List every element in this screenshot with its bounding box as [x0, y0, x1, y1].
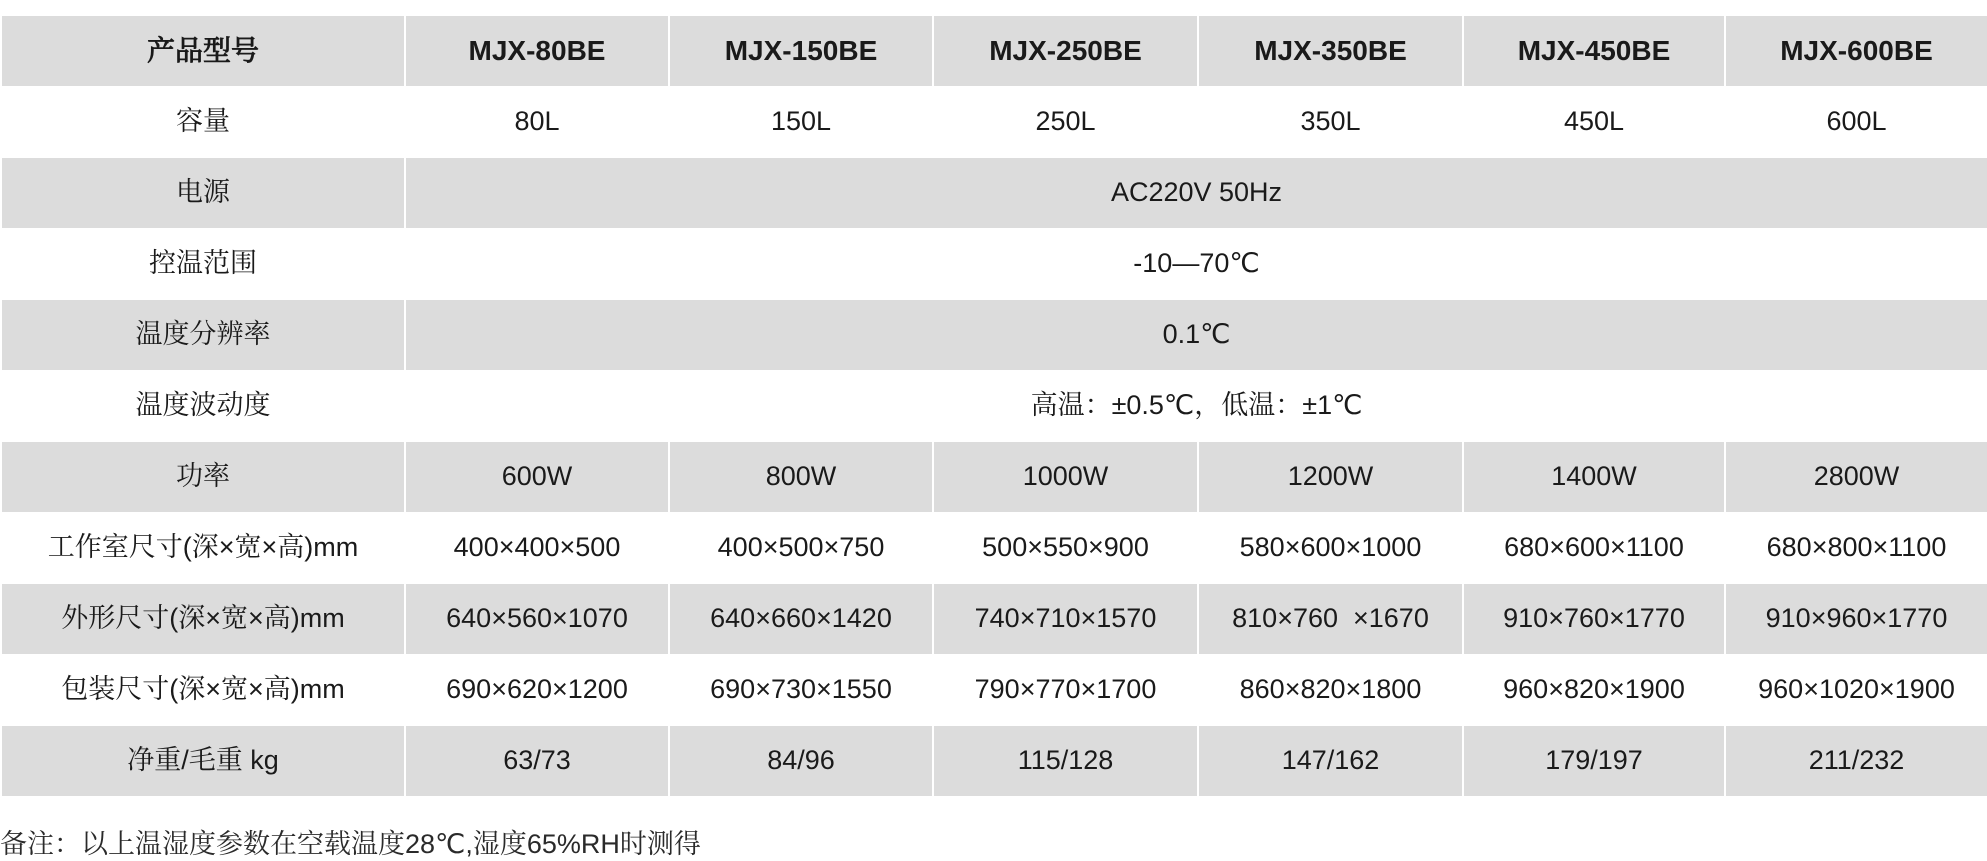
- power-supply-row: [1, 158, 1987, 229]
- table-cell: 1400W: [1463, 442, 1725, 513]
- table-cell: 690×620×1200: [405, 655, 669, 726]
- row-label: 包装尺寸(深×宽×高)mm: [1, 655, 405, 726]
- row-label: 功率: [1, 442, 405, 513]
- table-cell: 179/197: [1463, 726, 1725, 797]
- row-label: 工作室尺寸(深×宽×高)mm: [1, 513, 405, 584]
- model-name: MJX-450BE: [1463, 16, 1725, 87]
- table-cell: 1200W: [1198, 442, 1463, 513]
- table-cell: 800W: [669, 442, 933, 513]
- row-label: 净重/毛重 kg: [1, 726, 405, 797]
- merged-cell: AC220V 50Hz: [405, 158, 1987, 229]
- table-cell: 150L: [669, 87, 933, 158]
- table-cell: 211/232: [1725, 726, 1987, 797]
- table-cell: 250L: [933, 87, 1198, 158]
- weight-row: [1, 726, 1987, 797]
- table-cell: 450L: [1463, 87, 1725, 158]
- table-cell: 2800W: [1725, 442, 1987, 513]
- merged-cell: 0.1℃: [405, 300, 1987, 371]
- temp-fluctuation-row: [1, 371, 1987, 442]
- table-cell: 63/73: [405, 726, 669, 797]
- table-cell: 680×600×1100: [1463, 513, 1725, 584]
- outer-size-row: [1, 584, 1987, 655]
- table-cell: 860×820×1800: [1198, 655, 1463, 726]
- merged-cell: 高温：±0.5℃，低温：±1℃: [405, 371, 1987, 442]
- table-cell: 84/96: [669, 726, 933, 797]
- row-label: 温度分辨率: [1, 300, 405, 371]
- table-cell: 147/162: [1198, 726, 1463, 797]
- power-row: [1, 442, 1987, 513]
- row-label: 外形尺寸(深×宽×高)mm: [1, 584, 405, 655]
- merged-cell: -10—70℃: [405, 229, 1987, 300]
- package-size-row: [1, 655, 1987, 726]
- table-cell: 115/128: [933, 726, 1198, 797]
- table-cell: 350L: [1198, 87, 1463, 158]
- row-label: 温度波动度: [1, 371, 405, 442]
- model-name: MJX-350BE: [1198, 16, 1463, 87]
- table-cell: 400×500×750: [669, 513, 933, 584]
- table-cell: 910×760×1770: [1463, 584, 1725, 655]
- capacity-row: [1, 87, 1987, 158]
- table-cell: 580×600×1000: [1198, 513, 1463, 584]
- table-cell: 810×760 ×1670: [1198, 584, 1463, 655]
- row-label: 容量: [1, 87, 405, 158]
- table-cell: 80L: [405, 87, 669, 158]
- table-cell: 910×960×1770: [1725, 584, 1987, 655]
- row-label: 控温范围: [1, 229, 405, 300]
- model-name: MJX-250BE: [933, 16, 1198, 87]
- table-cell: 600W: [405, 442, 669, 513]
- footnote: 备注：以上温湿度参数在空载温度28℃,湿度65%RH时测得: [0, 829, 701, 859]
- table-cell: 400×400×500: [405, 513, 669, 584]
- table-cell: 960×820×1900: [1463, 655, 1725, 726]
- table-cell: 640×560×1070: [405, 584, 669, 655]
- header-row: [1, 16, 1987, 87]
- spec-table: [0, 15, 1987, 797]
- table-cell: 690×730×1550: [669, 655, 933, 726]
- temp-range-row: [1, 229, 1987, 300]
- table-cell: 740×710×1570: [933, 584, 1198, 655]
- model-name: MJX-80BE: [405, 16, 669, 87]
- table-cell: 640×660×1420: [669, 584, 933, 655]
- chamber-size-row: [1, 513, 1987, 584]
- model-name: MJX-600BE: [1725, 16, 1987, 87]
- temp-resolution-row: [1, 300, 1987, 371]
- table-cell: 680×800×1100: [1725, 513, 1987, 584]
- row-label: 电源: [1, 158, 405, 229]
- table-cell: 1000W: [933, 442, 1198, 513]
- model-name: MJX-150BE: [669, 16, 933, 87]
- table-cell: 790×770×1700: [933, 655, 1198, 726]
- table-cell: 960×1020×1900: [1725, 655, 1987, 726]
- table-cell: 500×550×900: [933, 513, 1198, 584]
- header-label: 产品型号: [1, 16, 405, 87]
- table-cell: 600L: [1725, 87, 1987, 158]
